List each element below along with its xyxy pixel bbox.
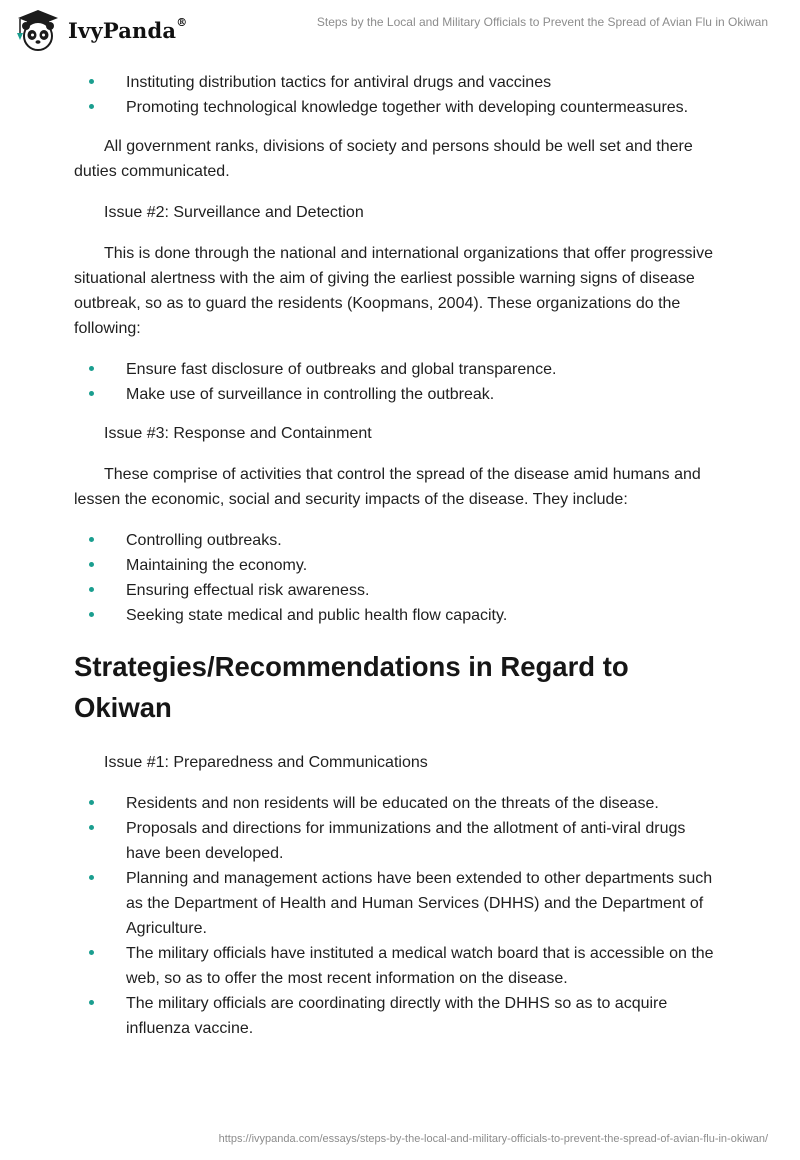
bullet-list <box>74 357 724 407</box>
paragraph: This is done through the national and international organizations that offer progressive situational alertness with the aim of giving the earliest possible warning signs of disease outbreak, so as to guard the residents (Koopmans, 2004). These organizations do the following: <box>74 245 713 337</box>
list-item: The military officials are coordinating directly with the DHHS so as to acquire influenza vaccine. <box>74 991 724 1041</box>
bullet-list <box>74 70 724 120</box>
essay-body <box>74 70 724 1055</box>
list-item: Seeking state medical and public health flow capacity. <box>74 603 724 628</box>
paragraph: These comprise of activities that control the spread of the disease amid humans and lessen the economic, social and security impacts of the disease. They include: <box>74 466 701 508</box>
list-item: Proposals and directions for immunizations and the allotment of anti-viral drugs have been developed. <box>74 816 724 866</box>
bullet-list <box>74 528 724 628</box>
issue-label: Issue #2: Surveillance and Detection <box>104 204 364 221</box>
bullet-list <box>74 791 724 1041</box>
list-item: Planning and management actions have been extended to other departments such as the Department of Health and Human Services (DHHS) and the Department of Agriculture. <box>74 866 724 941</box>
list-item: Controlling outbreaks. <box>74 528 724 553</box>
page-header <box>0 0 800 60</box>
panda-graduate-icon <box>14 8 62 52</box>
ivypanda-logo[interactable] <box>14 8 187 52</box>
section-heading: Strategies/Recommendations in Regard to Okiwan <box>74 651 629 723</box>
document-title: Steps by the Local and Military Officials to Prevent the Spread of Avian Flu in Okiwan <box>316 15 768 29</box>
list-item: Ensuring effectual risk awareness. <box>74 578 724 603</box>
list-item: Residents and non residents will be educated on the threats of the disease. <box>74 791 724 816</box>
list-item: Instituting distribution tactics for antiviral drugs and vaccines <box>74 70 724 95</box>
source-url[interactable]: https://ivypanda.com/essays/steps-by-the-local-and-military-officials-to-prevent-the-spread-of-avian-flu-in-okiwan/ <box>218 1133 768 1145</box>
issue-label: Issue #1: Preparedness and Communications <box>104 754 428 771</box>
list-item: Make use of surveillance in controlling the outbreak. <box>74 382 724 407</box>
issue-label: Issue #3: Response and Containment <box>104 425 372 442</box>
list-item: Ensure fast disclosure of outbreaks and global transparence. <box>74 357 724 382</box>
brand-name: IvyPanda® <box>68 15 188 43</box>
paragraph: All government ranks, divisions of society and persons should be well set and there duties communicated. <box>74 138 693 180</box>
list-item: Promoting technological knowledge together with developing countermeasures. <box>74 95 724 120</box>
list-item: The military officials have instituted a medical watch board that is accessible on the web, so as to offer the most recent information on the disease. <box>74 941 724 991</box>
list-item: Maintaining the economy. <box>74 553 724 578</box>
